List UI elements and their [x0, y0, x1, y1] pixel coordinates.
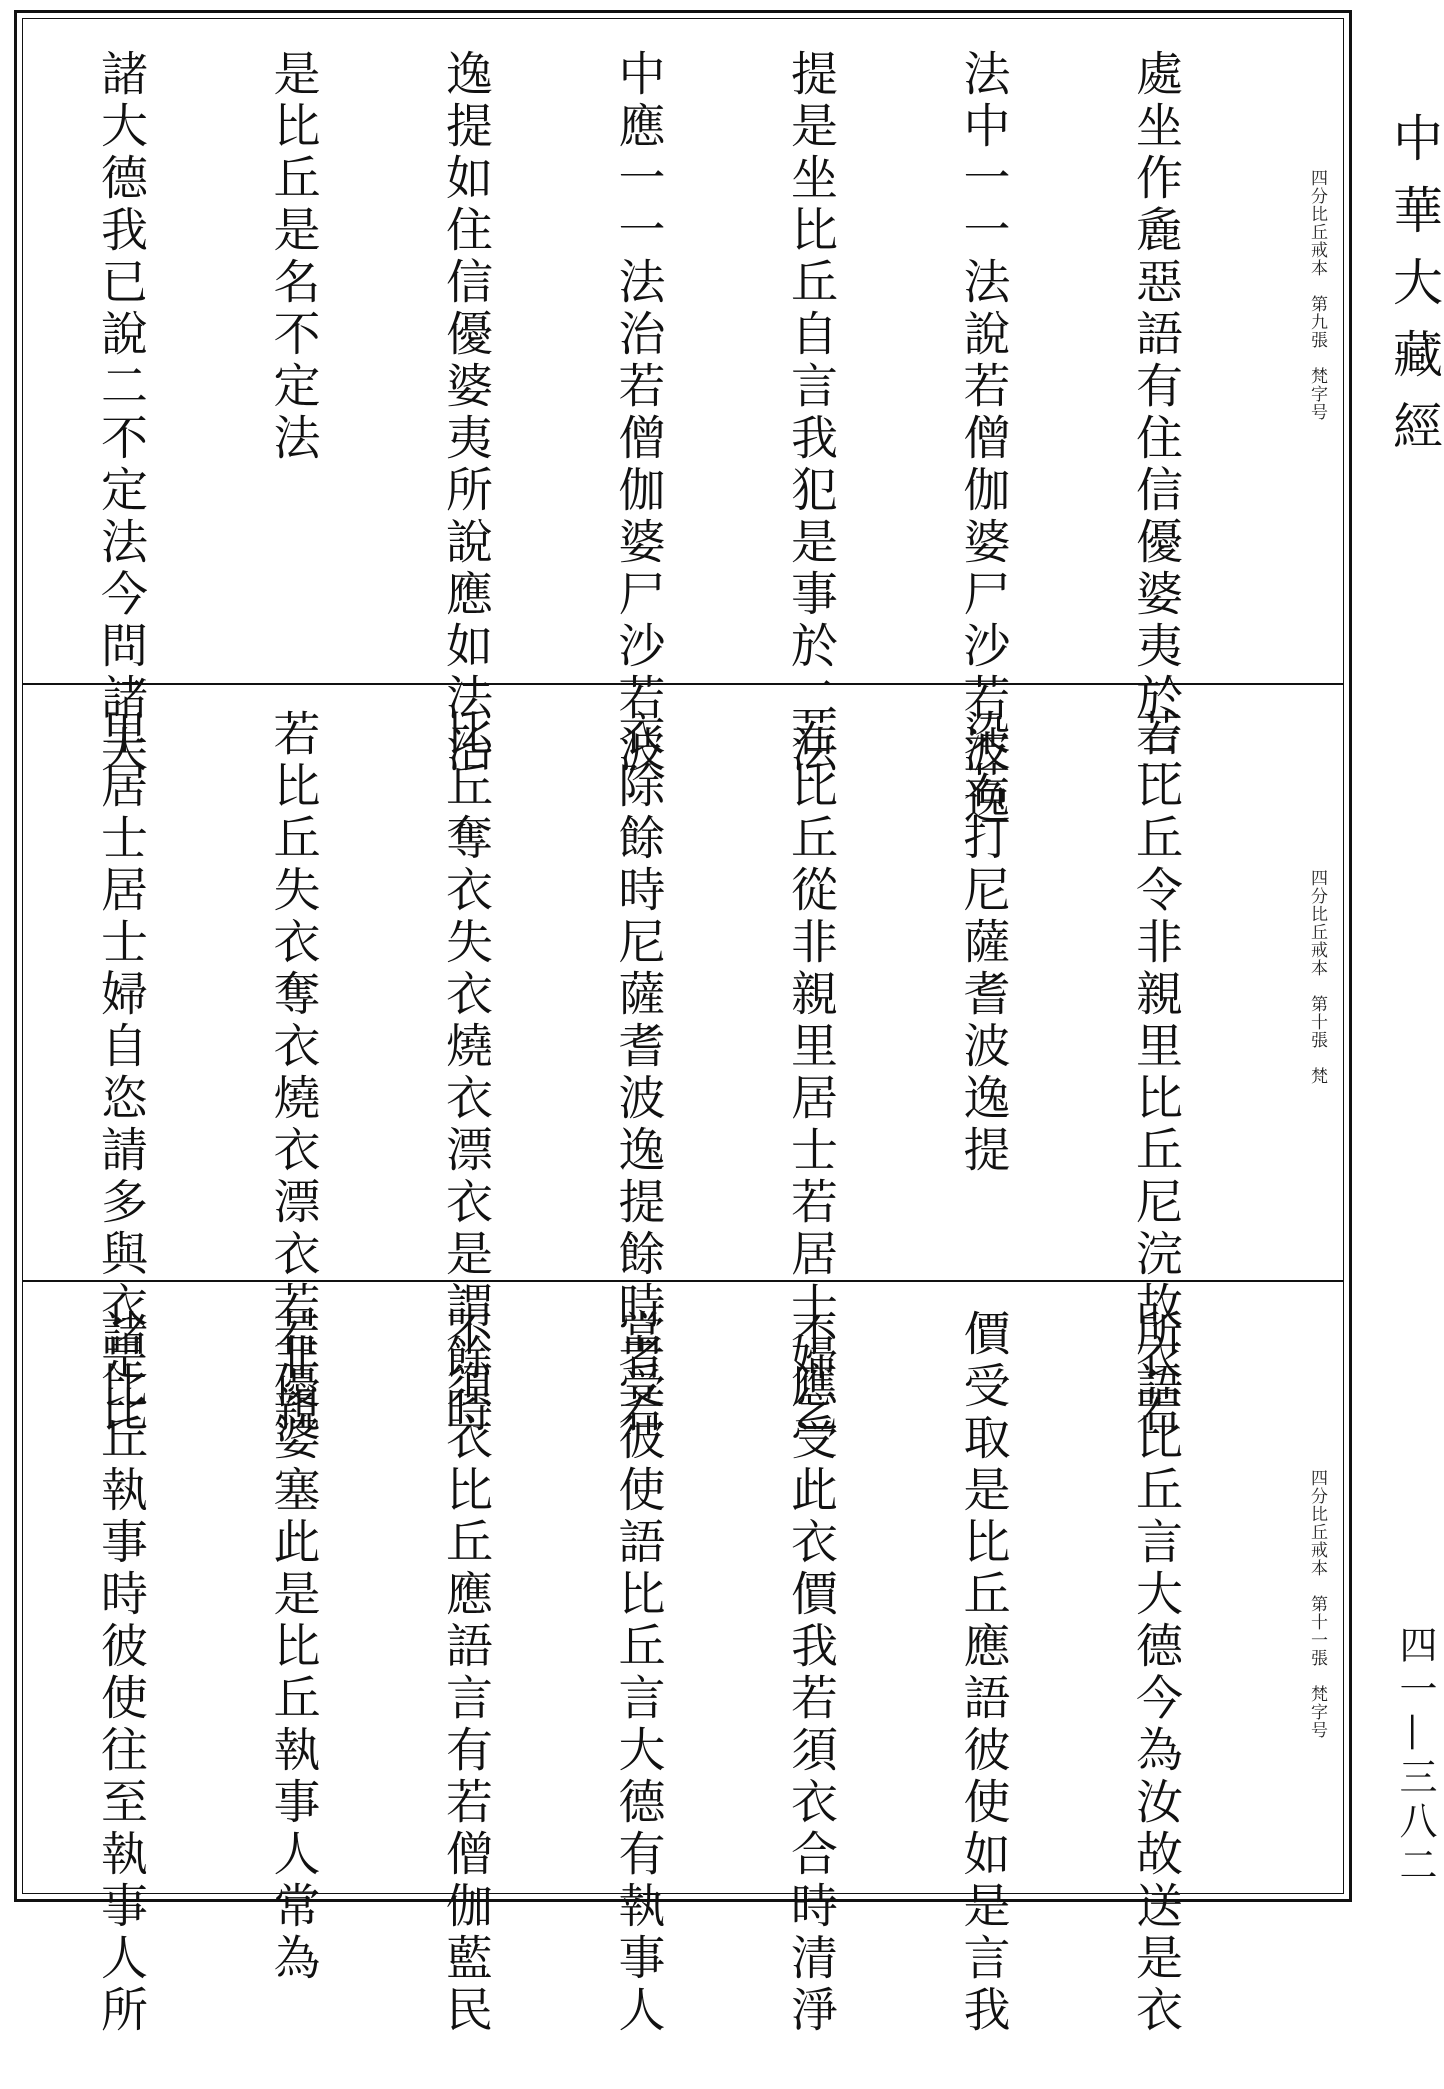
text-line: 諸大德我已說二不定法今問諸大	[93, 49, 148, 777]
text-panel-3	[63, 1309, 1299, 2037]
text-line: 若優婆塞此是比丘執事人常為	[265, 1309, 321, 1985]
text-line: 提是坐比丘自言我犯是事於二法	[783, 49, 838, 777]
scripture-text-3	[63, 1309, 1299, 2037]
text-line: 若比丘從非親里居士若居士婦乞	[783, 709, 838, 1437]
scripture-text-1	[63, 49, 1299, 829]
margin-note-3: 四分比丘戒本 第十一張 梵字号	[1307, 1469, 1327, 1739]
text-line: 染若打尼薩耆波逸提	[955, 709, 1011, 1177]
text-line: 當受彼使語比丘言大德有執事人	[610, 1309, 666, 2037]
text-line: 比丘奪衣失衣燒衣漂衣是謂餘時	[438, 709, 493, 1437]
page-number: 四一—三八二	[1393, 1625, 1437, 1889]
text-line: 不應受此衣價我若須衣合時清淨	[783, 1309, 838, 2037]
text-line: 若比丘失衣奪衣燒衣漂衣若非親	[265, 709, 321, 1437]
page-frame-inner	[22, 18, 1344, 2037]
text-panel-1	[63, 49, 1299, 829]
text-line: 不須衣比丘應語言有若僧伽藍民	[438, 1309, 493, 2037]
margin-note-2: 四分比丘戒本 第十張 梵	[1307, 869, 1327, 1085]
text-line: 諸比丘執事時彼使往至執事人所	[93, 1309, 148, 2037]
collection-title: 中華大藏經	[1385, 112, 1443, 472]
text-line: 里居士居士婦自恣請多與衣是比	[93, 709, 148, 1437]
text-line: 逸提如住信優婆夷所說應如法治	[438, 49, 493, 777]
text-line: 中應一一法治若僧伽婆尸沙若波	[610, 49, 666, 777]
text-line: 處坐作麁惡語有住信優婆夷於三	[1128, 49, 1183, 777]
text-line: 法中一一法說若僧伽婆尸沙若波逸	[955, 49, 1011, 829]
text-line: 若比丘令非親里比丘尼浣故衣若	[1128, 709, 1183, 1437]
text-line: 價受取是比丘應語彼使如是言我	[955, 1309, 1011, 2037]
text-line: 所語比丘言大德今為汝故送是衣	[1128, 1309, 1183, 2037]
page-frame	[14, 10, 1352, 2037]
text-line: 是比丘是名不定法	[265, 49, 321, 465]
text-line: 衣除餘時尼薩耆波逸提餘時者若	[610, 709, 666, 1437]
scripture-text-2	[63, 709, 1299, 1437]
text-panel-2	[63, 709, 1299, 1437]
margin-note-1: 四分比丘戒本 第九張 梵字号	[1307, 169, 1327, 421]
